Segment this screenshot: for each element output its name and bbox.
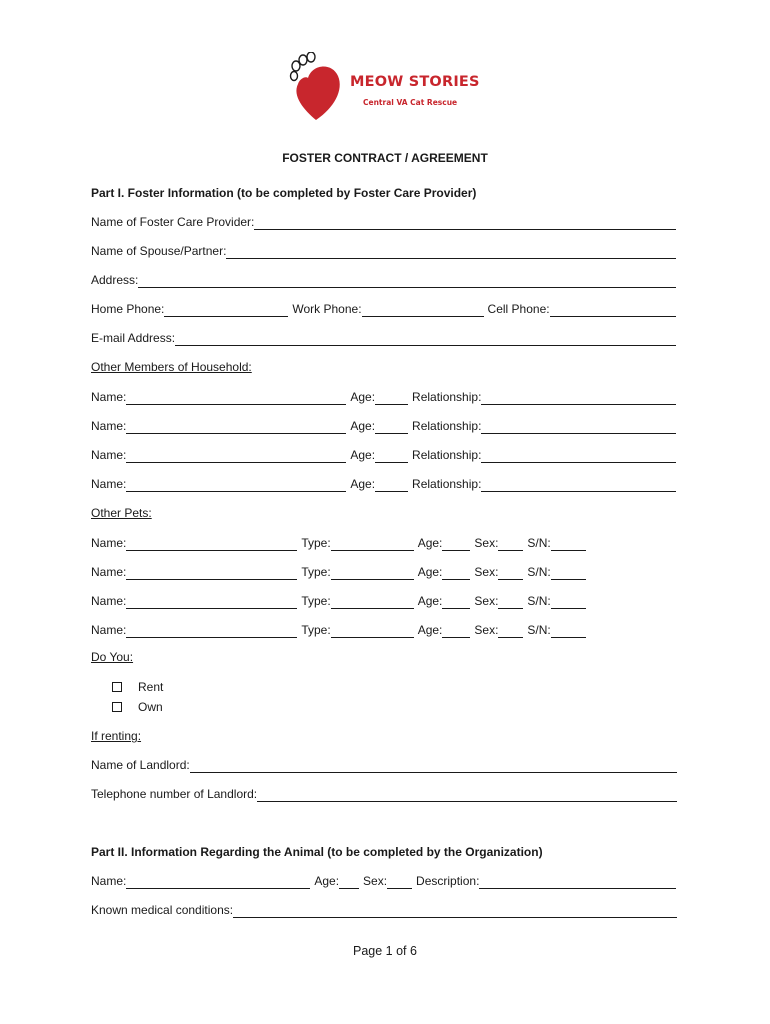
- member-relationship-label: Relationship:: [412, 390, 482, 404]
- pet-sex-label: Sex:: [474, 536, 499, 550]
- member-relationship-label: Relationship:: [412, 448, 482, 462]
- animal-sex-label: Sex:: [363, 874, 388, 888]
- medical-label: Known medical conditions:: [91, 903, 234, 917]
- pet-name-blank[interactable]: [126, 539, 297, 551]
- phone-line: [91, 301, 677, 317]
- pet-row: [91, 593, 586, 609]
- landlord-phone-line[interactable]: [91, 786, 678, 802]
- work-phone-blank[interactable]: [362, 305, 484, 317]
- pet-age-label: Age:: [417, 623, 443, 637]
- pet-sex-blank[interactable]: [498, 597, 523, 609]
- spouse-line[interactable]: [91, 243, 677, 259]
- member-age-label: Age:: [350, 390, 376, 404]
- own-option[interactable]: [112, 700, 163, 714]
- brand-name: MEOW STORIES: [350, 74, 480, 90]
- pet-type-blank[interactable]: [331, 539, 414, 551]
- animal-info-line: [91, 873, 677, 889]
- pet-name-label: Name:: [91, 536, 127, 550]
- own-checkbox[interactable]: [112, 702, 122, 712]
- rent-label: Rent: [138, 680, 164, 694]
- email-label: E-mail Address:: [91, 331, 176, 345]
- pet-sn-label: S/N:: [527, 536, 551, 550]
- pet-age-blank[interactable]: [442, 568, 470, 580]
- member-name-label: Name:: [91, 419, 127, 433]
- spouse-blank[interactable]: [226, 247, 676, 259]
- cell-phone-blank[interactable]: [550, 305, 676, 317]
- pet-name-label: Name:: [91, 623, 127, 637]
- own-label: Own: [138, 700, 163, 714]
- pet-sn-label: S/N:: [527, 565, 551, 579]
- page-number: Page 1 of 6: [353, 944, 417, 958]
- landlord-phone-blank[interactable]: [257, 790, 677, 802]
- work-phone-label: Work Phone:: [292, 302, 362, 316]
- member-age-label: Age:: [350, 419, 376, 433]
- member-name-blank[interactable]: [126, 480, 346, 492]
- foster-name-blank[interactable]: [254, 218, 676, 230]
- address-label: Address:: [91, 273, 139, 287]
- pet-sex-label: Sex:: [474, 565, 499, 579]
- landlord-name-label: Name of Landlord:: [91, 758, 190, 772]
- landlord-phone-label: Telephone number of Landlord:: [91, 787, 258, 801]
- household-heading: Other Members of Household:: [91, 360, 252, 374]
- pet-age-blank[interactable]: [442, 597, 470, 609]
- spouse-label: Name of Spouse/Partner:: [91, 244, 227, 258]
- rent-checkbox[interactable]: [112, 682, 122, 692]
- part2-heading: Part II. Information Regarding the Animal (to be completed by the Organization): [91, 845, 543, 859]
- pet-name-label: Name:: [91, 565, 127, 579]
- pet-type-blank[interactable]: [331, 568, 414, 580]
- pet-row: [91, 564, 586, 580]
- pet-name-label: Name:: [91, 594, 127, 608]
- home-phone-label: Home Phone:: [91, 302, 165, 316]
- pet-sn-label: S/N:: [527, 623, 551, 637]
- pet-type-label: Type:: [301, 594, 331, 608]
- pet-age-blank[interactable]: [442, 539, 470, 551]
- foster-name-line[interactable]: [91, 214, 677, 230]
- member-age-label: Age:: [350, 448, 376, 462]
- member-name-label: Name:: [91, 448, 127, 462]
- brand-tagline: Central VA Cat Rescue: [363, 98, 458, 107]
- member-age-blank[interactable]: [375, 393, 408, 405]
- member-name-label: Name:: [91, 477, 127, 491]
- landlord-name-blank[interactable]: [190, 761, 677, 773]
- member-relationship-blank[interactable]: [481, 451, 676, 463]
- medical-blank[interactable]: [233, 906, 677, 918]
- pet-type-label: Type:: [301, 623, 331, 637]
- pet-row: [91, 535, 586, 551]
- pet-sex-label: Sex:: [474, 594, 499, 608]
- household-row: [91, 389, 677, 405]
- animal-name-label: Name:: [91, 874, 127, 888]
- pet-sn-blank[interactable]: [551, 626, 586, 638]
- animal-name-blank[interactable]: [126, 877, 310, 889]
- pet-sn-blank[interactable]: [551, 597, 586, 609]
- household-row: [91, 447, 677, 463]
- pet-name-blank[interactable]: [126, 626, 297, 638]
- document-title: FOSTER CONTRACT / AGREEMENT: [282, 151, 488, 165]
- member-name-blank[interactable]: [126, 422, 346, 434]
- pet-type-label: Type:: [301, 536, 331, 550]
- pet-name-blank[interactable]: [126, 597, 297, 609]
- member-name-blank[interactable]: [126, 393, 346, 405]
- animal-age-label: Age:: [314, 874, 340, 888]
- pet-sex-blank[interactable]: [498, 626, 523, 638]
- member-name-label: Name:: [91, 390, 127, 404]
- household-row: [91, 476, 677, 492]
- pet-age-label: Age:: [417, 594, 443, 608]
- animal-age-blank[interactable]: [339, 877, 359, 889]
- landlord-name-line[interactable]: [91, 757, 678, 773]
- pets-heading: Other Pets:: [91, 506, 152, 520]
- pet-sex-blank[interactable]: [498, 539, 523, 551]
- member-relationship-blank[interactable]: [481, 480, 676, 492]
- if-renting-heading: If renting:: [91, 729, 142, 743]
- pet-age-label: Age:: [417, 536, 443, 550]
- animal-description-blank[interactable]: [479, 877, 676, 889]
- pet-sex-label: Sex:: [474, 623, 499, 637]
- pet-sex-blank[interactable]: [498, 568, 523, 580]
- member-relationship-blank[interactable]: [481, 393, 676, 405]
- member-age-blank[interactable]: [375, 422, 408, 434]
- pet-row: [91, 622, 586, 638]
- pet-sn-blank[interactable]: [551, 539, 586, 551]
- member-relationship-label: Relationship:: [412, 419, 482, 433]
- address-line[interactable]: [91, 272, 677, 288]
- animal-description-label: Description:: [416, 874, 480, 888]
- household-row: [91, 418, 677, 434]
- cell-phone-label: Cell Phone:: [487, 302, 550, 316]
- address-blank[interactable]: [138, 276, 676, 288]
- pet-age-label: Age:: [417, 565, 443, 579]
- email-blank[interactable]: [175, 334, 676, 346]
- pet-type-label: Type:: [301, 565, 331, 579]
- home-phone-blank[interactable]: [164, 305, 288, 317]
- pet-type-blank[interactable]: [331, 626, 414, 638]
- email-line[interactable]: [91, 330, 677, 346]
- pet-sn-label: S/N:: [527, 594, 551, 608]
- pet-name-blank[interactable]: [126, 568, 297, 580]
- pet-type-blank[interactable]: [331, 597, 414, 609]
- animal-sex-blank[interactable]: [387, 877, 412, 889]
- paw-heart-icon: [291, 52, 340, 120]
- member-relationship-blank[interactable]: [481, 422, 676, 434]
- member-age-label: Age:: [350, 477, 376, 491]
- rent-option[interactable]: [112, 680, 163, 694]
- medical-line[interactable]: [91, 902, 678, 918]
- foster-name-label: Name of Foster Care Provider:: [91, 215, 255, 229]
- member-age-blank[interactable]: [375, 480, 408, 492]
- member-name-blank[interactable]: [126, 451, 346, 463]
- pet-sn-blank[interactable]: [551, 568, 586, 580]
- part1-heading: Part I. Foster Information (to be completed by Foster Care Provider): [91, 186, 477, 200]
- member-age-blank[interactable]: [375, 451, 408, 463]
- pet-age-blank[interactable]: [442, 626, 470, 638]
- do-you-heading: Do You:: [91, 650, 134, 664]
- member-relationship-label: Relationship:: [412, 477, 482, 491]
